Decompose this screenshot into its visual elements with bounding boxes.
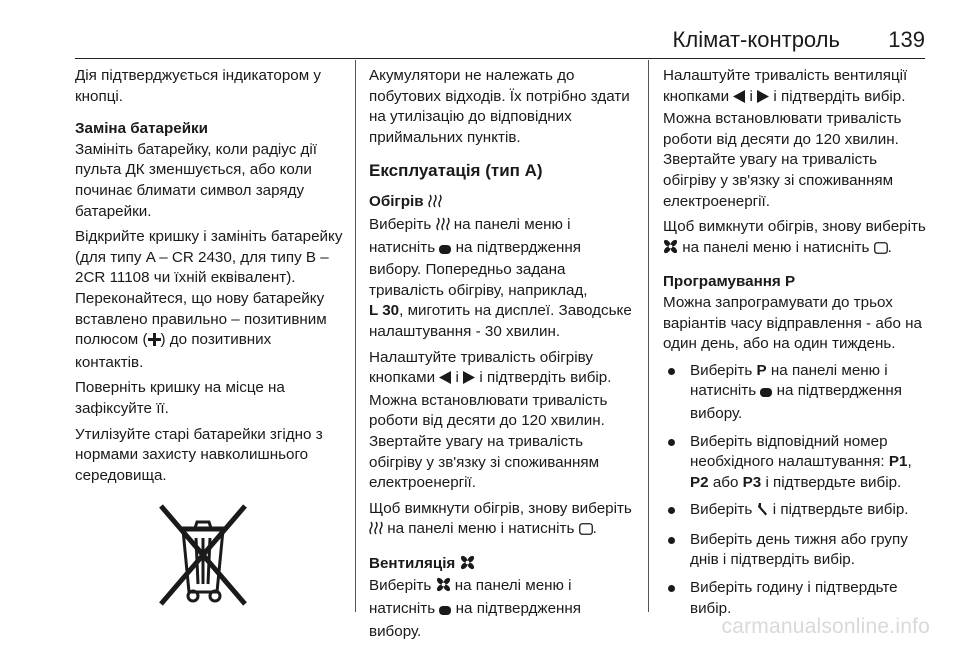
paragraph	[75, 227, 343, 373]
bullet-icon	[668, 507, 675, 514]
text: і підтвердіть вибір. Можна встановлювати тривалість роботи від десяти до 120 хвилин. Звертайте увагу на тривалість обігріву у зв'язку зі споживанням електроенергії.	[663, 87, 906, 210]
text: Виберіть відповідний номер необхідного налаштування:	[690, 432, 888, 471]
text: і	[455, 369, 459, 387]
column-2	[369, 66, 637, 647]
text: ,	[907, 453, 912, 471]
fan-icon	[436, 577, 451, 599]
text: .	[592, 520, 597, 538]
list-item	[663, 530, 929, 571]
text: і підтвердьте вибір.	[772, 501, 909, 519]
paragraph	[369, 348, 637, 494]
watermark: carmanualsonline.info	[721, 615, 930, 638]
text: Виберіть	[369, 577, 432, 595]
bullet-icon	[668, 368, 675, 375]
heading-ventilation	[369, 554, 637, 577]
text: Вентиляція	[369, 554, 456, 572]
heading-heating	[369, 192, 637, 215]
confirm-key-icon	[439, 601, 451, 622]
heading-programming: Програмування P	[663, 273, 796, 291]
paragraph: Замініть батарейку, коли радіус дії пульта ДК зменшується, або коли починає блимати символ заряду батарейки.	[75, 140, 317, 220]
text: Обігрів	[369, 193, 424, 211]
program-key: P2	[690, 473, 709, 491]
fan-icon	[460, 555, 475, 577]
text: на панелі меню і натисніть	[369, 215, 571, 256]
paragraph	[663, 217, 929, 260]
heading-operation: Експлуатація (тип A)	[369, 161, 543, 181]
program-key: P1	[888, 453, 908, 471]
text: Налаштуйте тривалість обігріву кнопками	[369, 348, 593, 387]
fan-icon	[663, 239, 678, 261]
left-arrow-icon	[733, 89, 745, 110]
text: на підтвердження вибору.	[690, 382, 903, 422]
text: на панелі меню і натисніть	[682, 238, 870, 256]
text: на панелі меню і натисніть	[387, 520, 575, 538]
step-list	[663, 361, 929, 620]
paragraph	[369, 215, 637, 343]
column-3	[663, 66, 929, 626]
paragraph: Дія підтверджується індикатором у кнопці.	[75, 67, 321, 105]
right-arrow-icon	[757, 89, 769, 110]
text: Відкрийте кришку і замініть батарейку (для типу A – CR 2430, для типу B – 2CR 11108 чи їхній еквівалент). Переконайтеся, що нову батарейку вставлено правильно – позитивним полюсом (	[75, 228, 343, 349]
heat-waves-icon	[369, 520, 383, 542]
paragraph	[369, 576, 637, 642]
paragraph: Акумулятори не належать до побутових відходів. Їх потрібно здати на утилізацію до відповідних приймальних пунктів.	[369, 67, 630, 146]
paragraph	[663, 66, 929, 212]
list-item	[663, 500, 929, 523]
text: на підтвердження вибору.	[369, 600, 582, 640]
heat-waves-icon	[436, 216, 450, 238]
text: або	[712, 473, 739, 491]
column-divider	[355, 60, 356, 612]
text: Щоб вимкнути обігрів, знову виберіть	[663, 218, 926, 236]
page-header	[75, 24, 925, 59]
display-value: L 30	[369, 302, 400, 320]
text: на панелі меню і натисніть	[369, 577, 572, 618]
text: і	[749, 87, 753, 105]
text: Виберіть	[369, 215, 432, 233]
text: Виберіть день тижня або групу днів і підтвердіть вибір.	[690, 530, 908, 569]
text: на панелі меню і натисніть	[690, 361, 888, 400]
section-title: Клімат-контроль	[672, 27, 840, 52]
off-key-icon	[874, 240, 888, 261]
text: , миготить на дисплеї. Заводське налаштування - 30 хвилин.	[369, 302, 632, 340]
text: Виберіть	[690, 361, 753, 379]
bullet-icon	[668, 537, 675, 544]
plus-icon	[148, 332, 161, 353]
paragraph: Утилізуйте старі батарейки згідно з нормами захисту навколишнього середовища.	[75, 425, 323, 484]
heading-battery: Заміна батарейки	[75, 120, 208, 138]
column-1	[75, 66, 343, 608]
text: Виберіть годину і підтвердьте вибір.	[690, 579, 898, 617]
confirm-key-icon	[439, 240, 451, 261]
program-key: P3	[742, 473, 762, 491]
wrench-icon	[757, 502, 769, 523]
bullet-icon	[668, 439, 675, 446]
text: і підтвердьте вибір.	[765, 473, 902, 491]
paragraph	[369, 499, 637, 542]
crossed-bin-icon	[155, 500, 251, 608]
bullet-icon	[668, 585, 675, 592]
list-item	[663, 361, 929, 425]
paragraph: Можна запрограмувати до трьох варіантів часу відправлення - або на один день, або на один тиждень.	[663, 293, 922, 353]
text: і підтвердіть вибір. Можна встановлювати тривалість роботи від десяти до 120 хвилин. Звертайте увагу на тривалість обігріву у зв'язку зі споживанням електроенергії.	[369, 369, 612, 492]
list-item	[663, 432, 929, 494]
text: ) до позитивних контактів.	[75, 331, 272, 371]
text: .	[887, 238, 892, 256]
text: Виберіть	[690, 501, 753, 519]
text: на підтвердження вибору. Попередньо задана тривалість обігріву, наприклад,	[369, 238, 588, 299]
paragraph: Поверніть кришку на місце на зафіксуйте її.	[75, 379, 285, 417]
page-number: 139	[888, 27, 925, 52]
heat-waves-icon	[428, 193, 442, 215]
left-arrow-icon	[439, 370, 451, 391]
program-key: P	[756, 361, 767, 379]
right-arrow-icon	[463, 370, 475, 391]
off-key-icon	[579, 521, 593, 542]
column-divider	[648, 60, 649, 612]
text: Щоб вимкнути обігрів, знову виберіть	[369, 499, 632, 517]
list-item	[663, 578, 929, 619]
text: Налаштуйте тривалість вентиляції кнопками	[663, 67, 908, 105]
confirm-key-icon	[760, 383, 772, 404]
